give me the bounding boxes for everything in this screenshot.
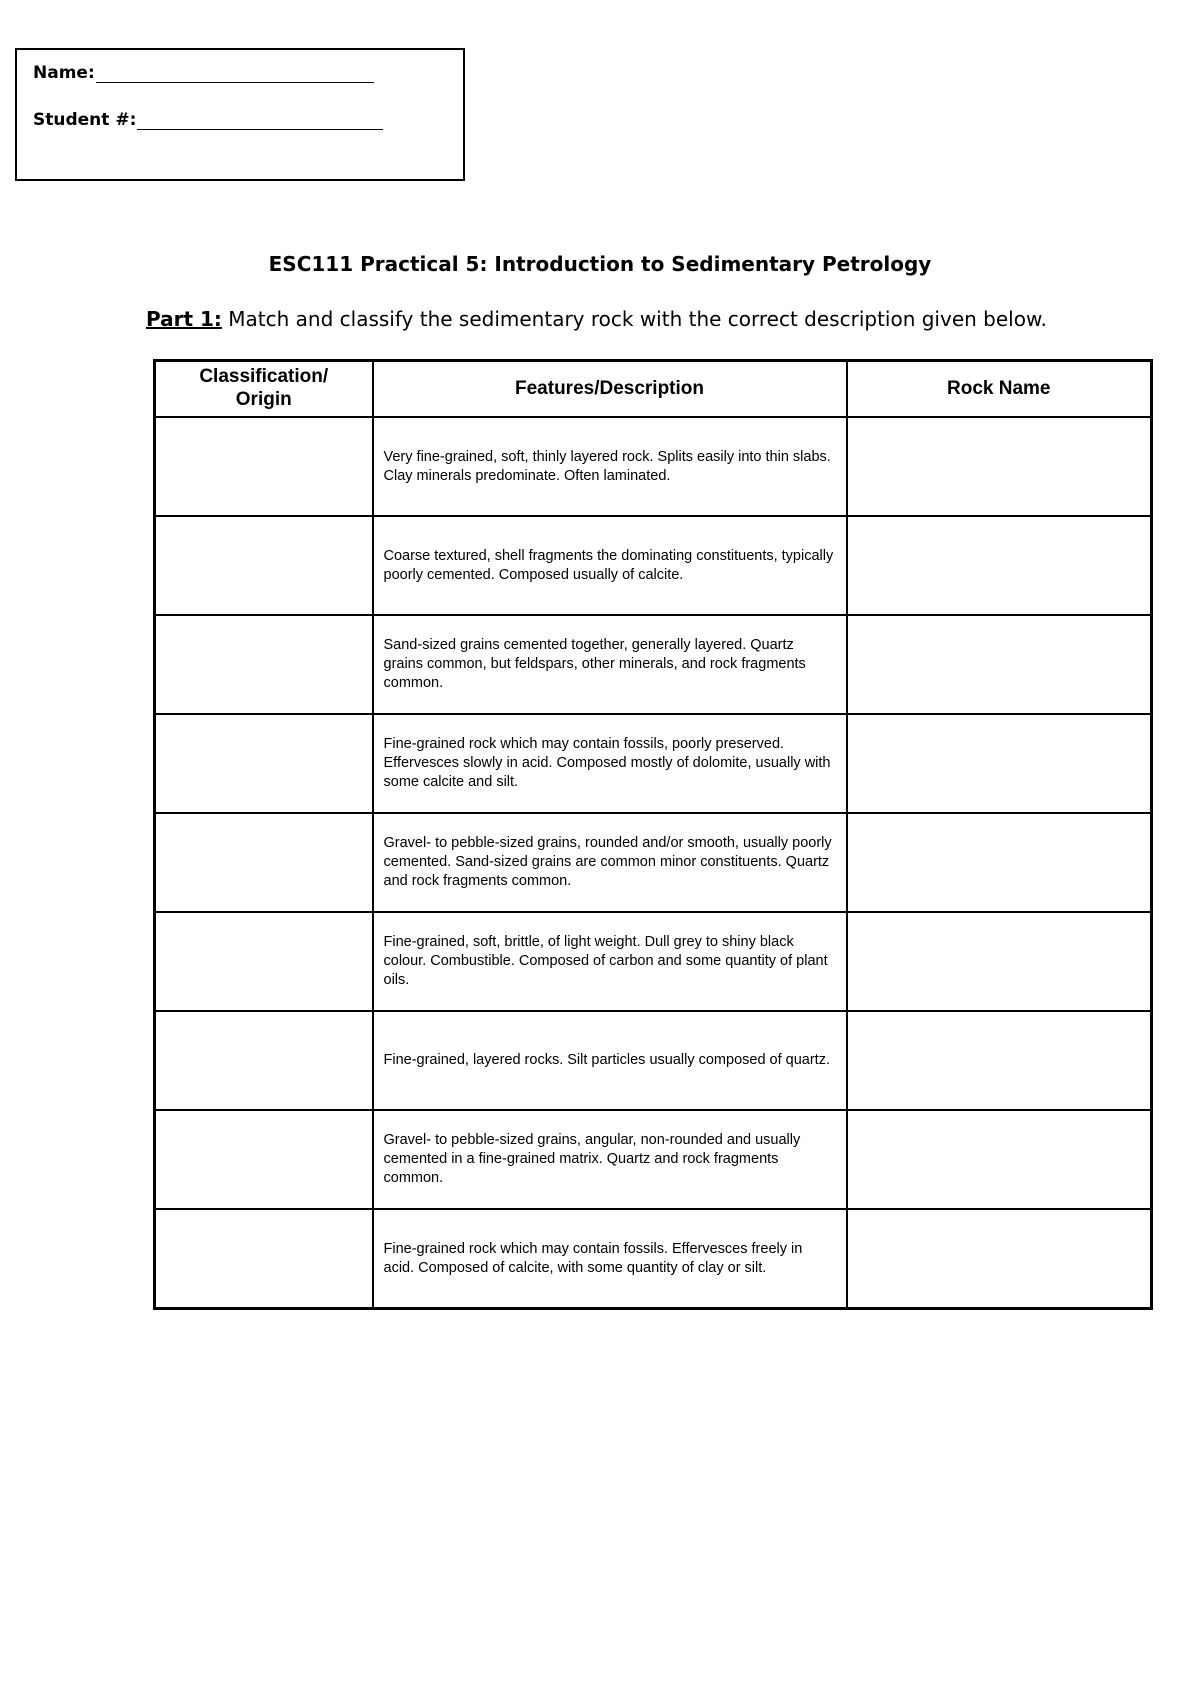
rock-name-answer-cell[interactable] — [847, 1209, 1152, 1309]
rock-classification-table — [153, 359, 1153, 1310]
classification-answer-cell[interactable] — [155, 813, 373, 912]
classification-answer-cell[interactable] — [155, 912, 373, 1011]
name-input-line[interactable] — [96, 65, 374, 83]
name-field-row — [33, 63, 374, 83]
part-label: Part 1: — [146, 307, 222, 331]
header-features: Features/Description — [373, 361, 847, 418]
rock-name-answer-cell[interactable] — [847, 912, 1152, 1011]
table-header-row — [155, 361, 1152, 418]
table-row — [155, 1209, 1152, 1309]
classification-answer-cell[interactable] — [155, 417, 373, 516]
description-cell: Fine-grained rock which may contain fossils, poorly preserved. Effervesces slowly in acid. Composed mostly of dolomite, usually with some calcite and silt. — [373, 714, 847, 813]
description-cell: Fine-grained rock which may contain fossils. Effervesces freely in acid. Composed of calcite, with some quantity of clay or silt. — [373, 1209, 847, 1309]
instruction-text: Match and classify the sedimentary rock with the correct description given below. — [221, 307, 1047, 331]
description-cell: Gravel- to pebble-sized grains, rounded and/or smooth, usually poorly cemented. Sand-sized grains are common minor constituents. Quartz and rock fragments common. — [373, 813, 847, 912]
table-row — [155, 912, 1152, 1011]
rock-name-answer-cell[interactable] — [847, 615, 1152, 714]
description-cell: Gravel- to pebble-sized grains, angular, non-rounded and usually cemented in a fine-grained matrix. Quartz and rock fragments common. — [373, 1110, 847, 1209]
description-cell: Very fine-grained, soft, thinly layered rock. Splits easily into thin slabs. Clay minerals predominate. Often laminated. — [373, 417, 847, 516]
header-rock-name: Rock Name — [847, 361, 1152, 418]
classification-answer-cell[interactable] — [155, 1011, 373, 1110]
classification-answer-cell[interactable] — [155, 714, 373, 813]
part-instruction — [146, 307, 1047, 331]
table-row — [155, 1011, 1152, 1110]
description-cell: Sand-sized grains cemented together, generally layered. Quartz grains common, but feldspars, other minerals, and rock fragments common. — [373, 615, 847, 714]
classification-answer-cell[interactable] — [155, 615, 373, 714]
student-number-input-line[interactable] — [137, 112, 383, 130]
table-row — [155, 417, 1152, 516]
header-classification: Classification/ Origin — [155, 361, 373, 418]
rock-name-answer-cell[interactable] — [847, 813, 1152, 912]
classification-answer-cell[interactable] — [155, 1110, 373, 1209]
table-row — [155, 615, 1152, 714]
description-cell: Fine-grained, soft, brittle, of light weight. Dull grey to shiny black colour. Combustible. Composed of carbon and some quantity of plant oils. — [373, 912, 847, 1011]
table-row — [155, 1110, 1152, 1209]
name-label: Name: — [33, 63, 95, 83]
student-number-label: Student #: — [33, 110, 137, 130]
page-title: ESC111 Practical 5: Introduction to Sedimentary Petrology — [268, 252, 932, 276]
classification-answer-cell[interactable] — [155, 516, 373, 615]
rock-name-answer-cell[interactable] — [847, 417, 1152, 516]
student-number-field-row — [33, 110, 383, 130]
table-row — [155, 714, 1152, 813]
table-row — [155, 813, 1152, 912]
student-info-box — [15, 48, 465, 181]
description-cell: Fine-grained, layered rocks. Silt particles usually composed of quartz. — [373, 1011, 847, 1110]
description-cell: Coarse textured, shell fragments the dominating constituents, typically poorly cemented. Composed usually of calcite. — [373, 516, 847, 615]
rock-name-answer-cell[interactable] — [847, 516, 1152, 615]
rock-name-answer-cell[interactable] — [847, 1011, 1152, 1110]
rock-name-answer-cell[interactable] — [847, 1110, 1152, 1209]
classification-answer-cell[interactable] — [155, 1209, 373, 1309]
table-row — [155, 516, 1152, 615]
rock-name-answer-cell[interactable] — [847, 714, 1152, 813]
